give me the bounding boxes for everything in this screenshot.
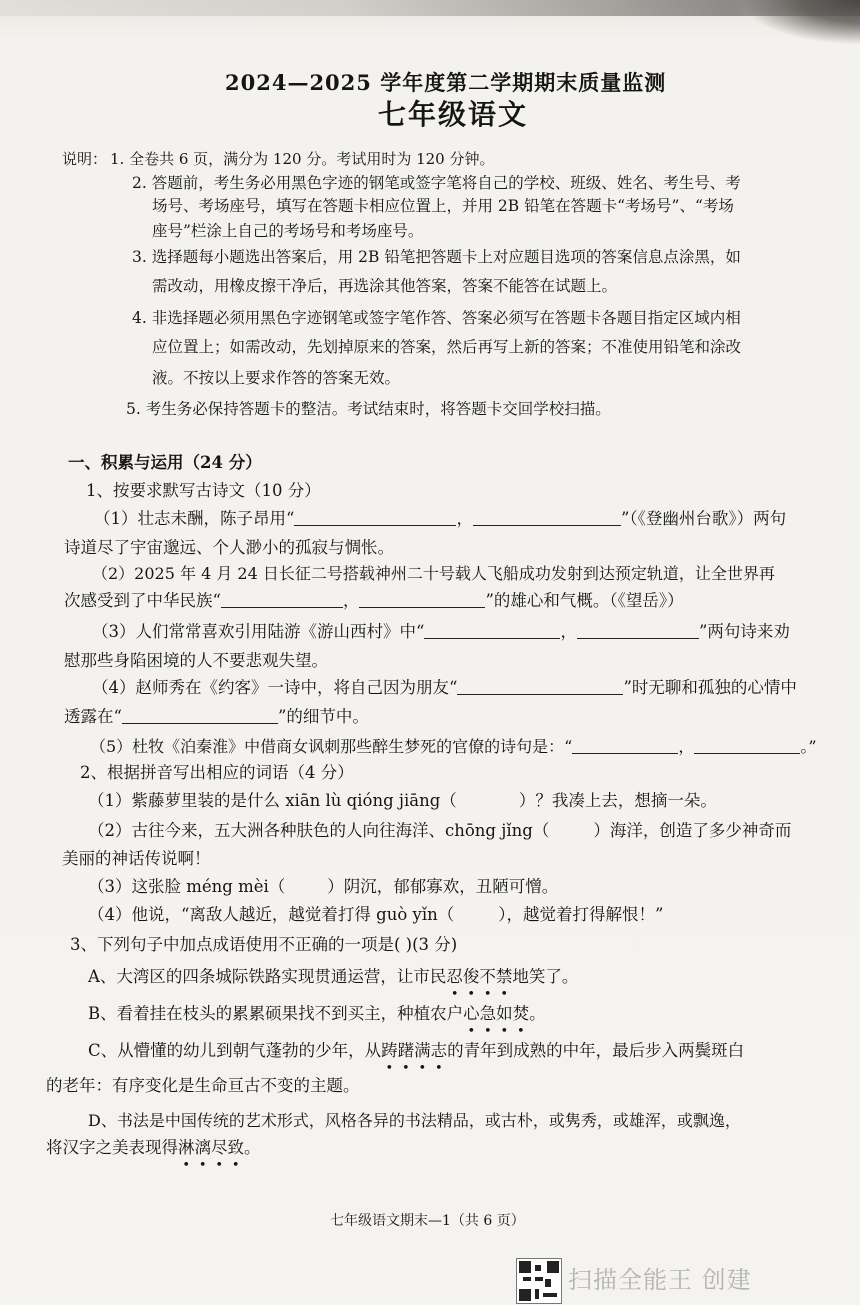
emphasis-char: 尽 xyxy=(211,1138,228,1157)
instruction-3-cont: 需改动，用橡皮擦干净后，再选涂其他答案，答案不能答在试题上。 xyxy=(152,277,618,295)
instruction-2: 2. 答题前，考生务必用黑色字迹的钢笔或签字笔将自己的学校、班级、姓名、考生号、考 xyxy=(132,174,741,192)
emphasis-char: 急 xyxy=(479,1004,497,1023)
instruction-4-cont: 应位置上；如需改动，先划掉原来的答案，然后再写上新的答案；不准使用铅笔和涂改 xyxy=(152,338,742,356)
emphasis-char: 漓 xyxy=(194,1138,211,1157)
answer-blank[interactable] xyxy=(122,707,278,724)
q1-item1: （1）壮志未酬，陈子昂用“ ， ”（《登幽州台歌》）两句 xyxy=(94,509,787,528)
exam-title: 2024—2025 学年度第二学期期末质量监测 xyxy=(225,70,667,95)
q2-item4: （4）他说，“离敌人越近，越觉着打得 guò yǐn（ ），越觉着打得解恨！” xyxy=(88,905,664,924)
answer-blank[interactable] xyxy=(359,591,485,608)
answer-blank[interactable] xyxy=(457,678,623,695)
q1-item4-cont: 透露在“ ”的细节中。 xyxy=(64,707,369,726)
qr-code-icon xyxy=(516,1258,562,1304)
emphasis-char: 躇 xyxy=(397,1041,415,1060)
q3-stem: 3、下列句子中加点成语使用不正确的一项是( )(3 分) xyxy=(70,935,458,954)
emphasis-char: 满 xyxy=(414,1041,431,1060)
emphasis-char: 致 xyxy=(227,1138,244,1157)
instruction-2-cont: 场号、考场座号，填写在答题卡相应位置上，并用 2B 铅笔在答题卡“考场号”、“考场 xyxy=(152,197,734,215)
emphasis-char: 俊 xyxy=(462,967,480,986)
instruction-5: 5. 考生务必保持答题卡的整洁。考试结束时，将答题卡交回学校扫描。 xyxy=(126,400,611,418)
answer-blank[interactable] xyxy=(577,622,699,639)
q2-item3: （3）这张脸 méng mèi（ ）阴沉，郁郁寡欢，丑陋可憎。 xyxy=(88,877,559,896)
q2-item2: （2）古往今来，五大洲各种肤色的人向往海洋、chōng jǐng（ ）海洋，创造了多少神奇而 xyxy=(88,821,792,840)
q2-item2-cont: 美丽的神话传说啊！ xyxy=(62,849,211,868)
q3-option-d: D、书法是中国传统的艺术形式，风格各异的书法精品，或古朴，或隽秀，或雄浑，或飘逸， xyxy=(88,1111,741,1130)
answer-blank[interactable] xyxy=(572,737,678,754)
emphasis-char: 心 xyxy=(463,1004,480,1023)
q3-option-b: B、看着挂在枝头的累累硕果找不到买主，种植农户心急如焚。 xyxy=(88,1004,546,1023)
emphasis-char: 淋 xyxy=(178,1138,195,1157)
scan-edge-shadow xyxy=(0,0,860,16)
q1-item3-cont: 慰那些身陷困境的人不要悲观失望。 xyxy=(64,651,328,670)
emphasis-char: 志 xyxy=(430,1041,448,1060)
emphasis-char: 不 xyxy=(479,967,496,986)
answer-blank[interactable] xyxy=(694,737,800,754)
section-heading: 一、积累与运用（24 分） xyxy=(68,453,262,472)
q1-item2-cont: 次感受到了中华民族“ ， ”的雄心和气概。（《望岳》） xyxy=(64,591,684,610)
scan-corner-shadow xyxy=(740,0,860,45)
answer-blank[interactable] xyxy=(424,622,560,639)
emphasis-char: 焚 xyxy=(512,1004,530,1023)
q1-item1-cont: 诗道尽了宇宙邈远、个人渺小的孤寂与惆怅。 xyxy=(64,538,394,557)
exam-subject: 七年级语文 xyxy=(378,98,529,131)
instruction-2-cont2: 座号”栏涂上自己的考场号和考场座号。 xyxy=(152,222,424,240)
emphasis-char: 如 xyxy=(496,1004,513,1023)
page-footer: 七年级语文期末—1（共 6 页） xyxy=(330,1213,525,1229)
q2-item1: （1）紫藤萝里装的是什么 xiān lù qióng jiāng（ ）？我凑上去，想摘一朵。 xyxy=(88,791,717,810)
q1-item2: （2）2025 年 4 月 24 日长征二号搭载神州二十号载人飞船成功发射到达预定轨道，让全世界再 xyxy=(92,564,775,583)
instruction-4-cont2: 液。不按以上要求作答的答案无效。 xyxy=(152,369,401,387)
q1-item3: （3）人们常常喜欢引用陆游《游山西村》中“ ， ”两句诗来劝 xyxy=(92,622,790,641)
answer-blank[interactable] xyxy=(294,509,456,526)
q3-option-c: C、从懵懂的幼儿到朝气蓬勃的少年，从踌躇满志的青年到成熟的中年，最后步入两鬓斑白 xyxy=(88,1041,745,1060)
answer-blank[interactable] xyxy=(473,509,621,526)
q2-stem: 2、根据拼音写出相应的词语（4 分） xyxy=(80,763,354,782)
emphasis-char: 忍 xyxy=(446,967,463,986)
q1-item5: （5）杜牧《泊秦淮》中借商女讽刺那些醉生梦死的官僚的诗句是：“ ， 。” xyxy=(90,737,817,756)
emphasis-char: 禁 xyxy=(495,967,513,986)
instruction-3: 3. 选择题每小题选出答案后，用 2B 铅笔把答题卡上对应题目选项的答案信息点涂黑，如 xyxy=(132,248,741,266)
q3-option-c-cont: 的老年：有序变化是生命亘古不变的主题。 xyxy=(46,1076,360,1095)
instructions-label: 说明： xyxy=(62,150,108,168)
answer-blank[interactable] xyxy=(221,591,343,608)
emphasis-char: 踌 xyxy=(381,1041,398,1060)
q3-option-a: A、大湾区的四条城际铁路实现贯通运营，让市民忍俊不禁地笑了。 xyxy=(88,967,579,986)
q1-stem: 1、按要求默写古诗文（10 分） xyxy=(86,481,321,500)
q1-item4: （4）赵师秀在《约客》一诗中，将自己因为朋友“ ”时无聊和孤独的心情中 xyxy=(92,678,797,697)
scanner-watermark: 扫描全能王 创建 xyxy=(568,1266,752,1294)
instruction-4: 4. 非选择题必须用黑色字迹钢笔或签字笔作答、答案必须写在答题卡各题目指定区域内相 xyxy=(132,309,741,327)
instruction-1: 1. 全卷共 6 页，满分为 120 分。考试用时为 120 分钟。 xyxy=(110,150,495,168)
q3-option-d-cont: 将汉字之美表现得淋漓尽致。 xyxy=(46,1138,261,1157)
